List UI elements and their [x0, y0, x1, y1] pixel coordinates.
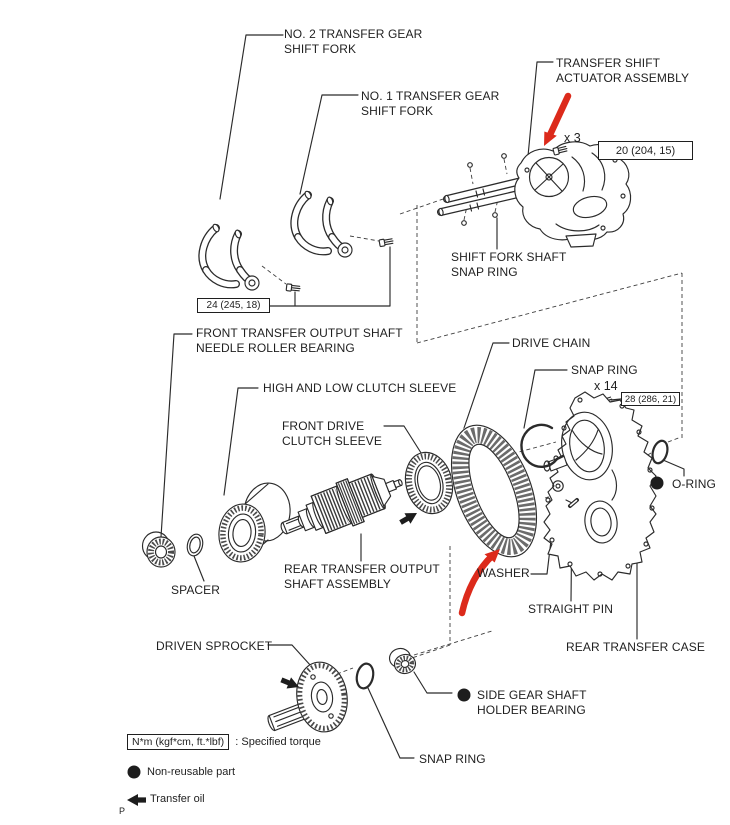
label-straight-pin: STRAIGHT PIN	[528, 602, 613, 616]
side-gear-shaft-holder-bearing-drawing	[388, 647, 417, 675]
label-line: CLUTCH SLEEVE	[282, 433, 382, 448]
quantity-x14: x 14	[594, 379, 618, 393]
label-line: SHIFT FORK	[361, 103, 434, 118]
label-driven-sprocket: DRIVEN SPROCKET	[156, 639, 273, 653]
rear-transfer-case-drawing	[544, 392, 656, 580]
torque-spec-20: 20 (204, 15)	[598, 141, 693, 160]
high-low-clutch-sleeve-drawing	[216, 481, 293, 564]
label-line: TRANSFER SHIFT	[556, 56, 661, 70]
bolt-icon	[286, 284, 300, 292]
legend-torque-desc: : Specified torque	[235, 736, 321, 748]
label-side-gear-shaft-holder-bearing	[477, 688, 587, 717]
label-spacer: SPACER	[171, 583, 221, 597]
legend-transfer-oil: Transfer oil	[150, 793, 205, 805]
label-line: NO. 2 TRANSFER GEAR	[284, 27, 423, 41]
label-line: FRONT TRANSFER OUTPUT SHAFT	[196, 326, 403, 340]
label-drive-chain: DRIVE CHAIN	[512, 336, 591, 350]
needle-roller-bearing-drawing	[143, 532, 176, 567]
snap-ring-bottom-drawing	[355, 662, 376, 690]
label-line: ACTUATOR ASSEMBLY	[556, 70, 690, 85]
label-line: NO. 1 TRANSFER GEAR	[361, 89, 500, 103]
non-reusable-dot-icon	[128, 766, 141, 779]
label-line: SNAP RING	[451, 264, 518, 279]
legend-non-reusable: Non-reusable part	[147, 766, 236, 778]
shift-fork-no2-drawing	[202, 223, 259, 290]
bolt-icon	[379, 238, 393, 247]
label-transfer-shift-actuator	[556, 56, 689, 85]
non-reusable-dot-icon	[458, 689, 471, 702]
label-line: SIDE GEAR SHAFT	[477, 688, 587, 702]
label-front-drive-clutch-sleeve	[282, 419, 382, 448]
label-line: FRONT DRIVE	[282, 419, 365, 433]
torque-spec-28: 28 (286, 21)	[621, 392, 680, 406]
transfer-oil-arrow-icon	[398, 508, 420, 528]
label-o-ring: O-RING	[672, 477, 716, 491]
label-rear-transfer-case: REAR TRANSFER CASE	[566, 640, 705, 654]
label-snap-ring-top: SNAP RING	[571, 363, 638, 377]
shift-fork-no1-drawing	[294, 190, 352, 257]
label-washer: WASHER	[477, 566, 530, 580]
label-no2-transfer-gear-shift-fork	[284, 27, 422, 56]
legend-torque-box: N*m (kgf*cm, ft.*lbf)	[127, 734, 229, 750]
label-line: SHIFT FORK	[284, 41, 357, 56]
label-snap-ring-bottom: SNAP RING	[419, 752, 486, 766]
label-line: SHAFT ASSEMBLY	[284, 576, 391, 591]
label-line: SHIFT FORK SHAFT	[451, 250, 567, 264]
label-no1-transfer-gear-shift-fork	[361, 89, 499, 118]
page-letter: P	[119, 806, 126, 816]
quantity-x3: x 3	[564, 131, 581, 145]
label-shift-fork-shaft-snap-ring	[451, 250, 566, 279]
transfer-oil-arrow-icon	[127, 794, 146, 806]
non-reusable-dot-icon	[651, 477, 664, 490]
label-rear-transfer-output-shaft	[284, 562, 440, 591]
rear-transfer-output-shaft-drawing	[273, 461, 410, 551]
label-needle-roller-bearing	[196, 326, 403, 355]
torque-spec-24: 24 (245, 18)	[197, 298, 270, 313]
front-drive-clutch-sleeve-drawing	[399, 447, 459, 518]
label-line: HOLDER BEARING	[477, 702, 586, 717]
label-line: NEEDLE ROLLER BEARING	[196, 340, 355, 355]
driven-sprocket-drawing	[266, 659, 351, 735]
label-line: REAR TRANSFER OUTPUT	[284, 562, 440, 576]
spacer-drawing	[185, 533, 205, 558]
legend-torque	[127, 734, 321, 750]
label-high-low-clutch-sleeve: HIGH AND LOW CLUTCH SLEEVE	[263, 381, 457, 395]
